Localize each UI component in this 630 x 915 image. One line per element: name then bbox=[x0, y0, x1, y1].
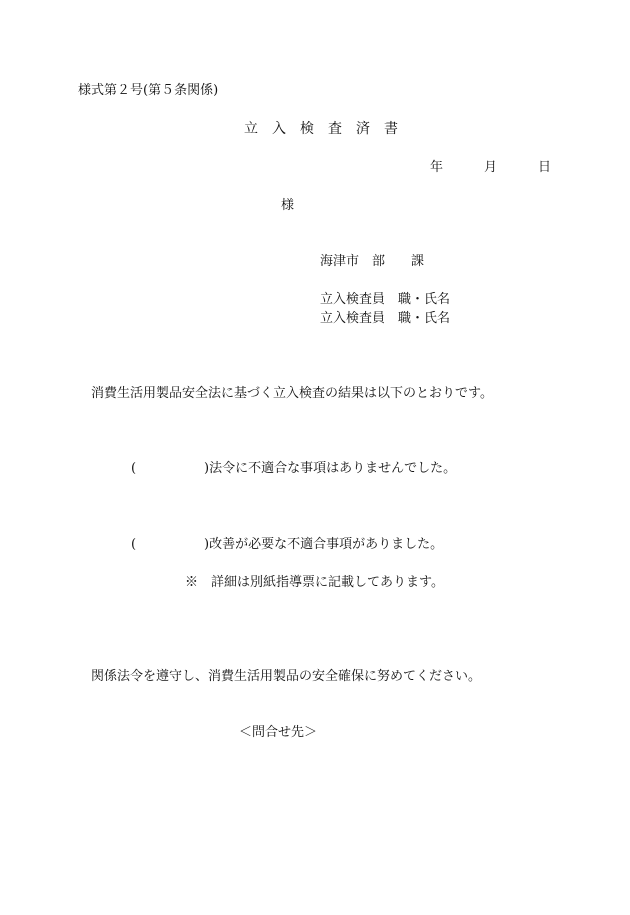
result-2-open-paren: ( bbox=[131, 537, 137, 552]
result-1-open-paren: ( bbox=[131, 461, 137, 476]
intro-sentence: 消費生活用製品安全法に基づく立入検査の結果は以下のとおりです。 bbox=[91, 386, 493, 401]
issuer-department: 海津市 部 課 bbox=[320, 254, 425, 269]
date-year: 年 bbox=[430, 160, 444, 175]
date-month: 月 bbox=[484, 160, 498, 175]
result-2-text: )改善が必要な不適合事項がありました。 bbox=[204, 537, 444, 552]
contact-heading: ＜問合せ先＞ bbox=[239, 725, 318, 740]
issuer-inspector-1: 立入検査員 職・氏名 bbox=[320, 292, 451, 307]
document-title: 立 入 検 査 済 書 bbox=[244, 121, 398, 137]
date-day: 日 bbox=[538, 160, 552, 175]
issuer-inspector-2: 立入検査員 職・氏名 bbox=[320, 311, 451, 326]
detail-note: ※ 詳細は別紙指導票に記載してあります。 bbox=[185, 575, 444, 590]
recipient-suffix: 様 bbox=[281, 198, 295, 213]
closing-sentence: 関係法令を遵守し、消費生活用製品の安全確保に努めてください。 bbox=[91, 669, 482, 684]
result-1-text: )法令に不適合な事項はありませんでした。 bbox=[204, 461, 457, 476]
form-number: 様式第２号(第５条関係) bbox=[78, 83, 219, 98]
